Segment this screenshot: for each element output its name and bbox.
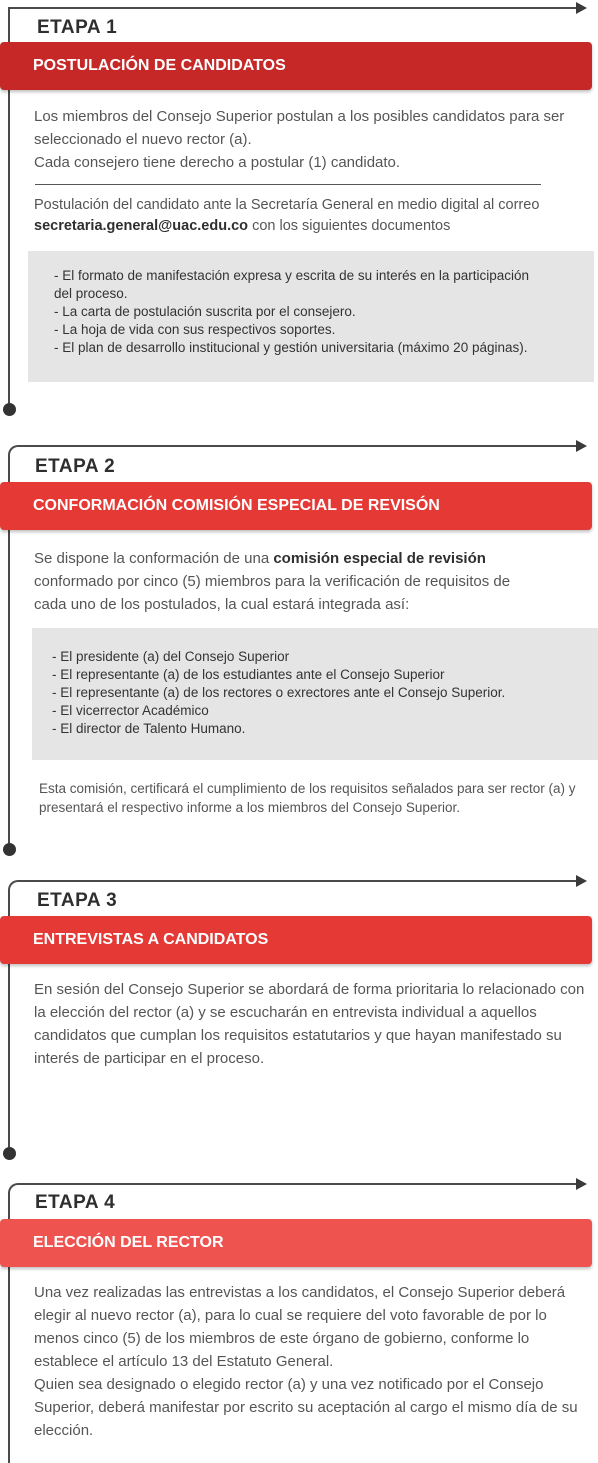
stage-title-bar bbox=[0, 1219, 592, 1267]
divider bbox=[35, 184, 541, 185]
committee-members-box bbox=[32, 628, 598, 760]
list-item: - El presidente (a) del Consejo Superior bbox=[52, 649, 290, 664]
timeline-corner bbox=[8, 1183, 30, 1205]
list-item: - El representante (a) de los estudiantes ante el Consejo Superior bbox=[52, 667, 445, 682]
intro-highlight: comisión especial de revisión bbox=[273, 550, 486, 567]
paragraph: Una vez realizadas las entrevistas a los candidatos, el Consejo Superior deberá elegir al nuevo rector (a), para lo cual se requiere del voto favorable de por lo menos cinco (5) de los miembros de este órgano de gobierno, conforme lo establece el artículo 13 del Estatuto General. bbox=[34, 1284, 566, 1370]
submission-note bbox=[34, 195, 590, 237]
timeline-corner bbox=[8, 445, 30, 467]
stage-title: ENTREVISTAS A CANDIDATOS bbox=[33, 931, 269, 948]
arrow-right-icon bbox=[576, 875, 587, 887]
paragraph: Cada consejero tiene derecho a postular (1) candidato. bbox=[34, 154, 401, 171]
intro-prefix: Se dispone la conformación de una bbox=[34, 550, 270, 567]
stage-label: ETAPA 1 bbox=[37, 17, 118, 38]
stage-label: ETAPA 4 bbox=[35, 1192, 116, 1213]
stage-description bbox=[34, 547, 534, 616]
stage-label: ETAPA 3 bbox=[37, 890, 118, 911]
list-item: - La carta de postulación suscrita por el consejero. bbox=[54, 304, 356, 319]
stage-title: ELECCIÓN DEL RECTOR bbox=[33, 1234, 224, 1251]
list-item: - El representante (a) de los rectores o exrectores ante el Consejo Superior. bbox=[52, 685, 506, 700]
committee-members-list bbox=[52, 648, 505, 738]
paragraph: En sesión del Consejo Superior se abordará de forma prioritaria lo relacionado con la elección del rector (a) y se escucharán en entrevista individual a aquellos candidatos que cumplan los requisitos estatutarios y que hayan manifestado su interés de participar en el proceso. bbox=[34, 981, 585, 1067]
arrow-right-icon bbox=[576, 1178, 587, 1190]
documents-list bbox=[54, 267, 529, 357]
documents-box bbox=[28, 251, 594, 382]
list-item: del proceso. bbox=[54, 286, 128, 301]
timeline-corner bbox=[8, 880, 30, 902]
list-item: - El plan de desarrollo institucional y gestión universitaria (máximo 20 páginas). bbox=[54, 340, 528, 355]
closing-note bbox=[39, 779, 584, 817]
note-suffix: con los siguientes documentos bbox=[252, 218, 451, 234]
stage-description bbox=[34, 978, 589, 1070]
list-item: - El director de Talento Humano. bbox=[52, 721, 246, 736]
list-item: - El vicerrector Académico bbox=[52, 703, 209, 718]
timeline-top-line bbox=[8, 7, 578, 9]
stage-title-bar bbox=[0, 916, 592, 964]
stage-title: CONFORMACIÓN COMISIÓN ESPECIAL DE REVISÓN bbox=[33, 497, 440, 514]
closing-text: Esta comisión, certificará el cumplimiento de los requisitos señalados para ser rector (a) y presentará el respectivo informe a los miembros del Consejo Superior. bbox=[39, 781, 576, 815]
timeline-top-line bbox=[26, 880, 578, 882]
arrow-right-icon bbox=[576, 440, 587, 452]
stage-description bbox=[34, 105, 574, 174]
arrow-right-icon bbox=[576, 2, 587, 14]
timeline-dot bbox=[3, 403, 16, 416]
intro-suffix: conformado por cinco (5) miembros para la verificación de requisitos de cada uno de los postulados, la cual estará integrada así: bbox=[34, 573, 511, 613]
timeline-top-line bbox=[26, 1183, 578, 1185]
list-item: - El formato de manifestación expresa y escrita de su interés en la participación bbox=[54, 268, 529, 283]
note-prefix: Postulación del candidato ante la Secretaría General en medio digital al correo bbox=[34, 197, 540, 213]
stage-title: POSTULACIÓN DE CANDIDATOS bbox=[33, 57, 286, 74]
stage-title-bar bbox=[0, 42, 592, 90]
email-address: secretaria.general@uac.edu.co bbox=[34, 218, 249, 234]
stage-description bbox=[34, 1281, 590, 1442]
timeline-dot bbox=[3, 1147, 16, 1160]
stage-title-bar bbox=[0, 482, 592, 530]
timeline-dot bbox=[3, 843, 16, 856]
paragraph: Quien sea designado o elegido rector (a) y una vez notificado por el Consejo Superior, deberá manifestar por escrito su aceptación al cargo el mismo día de su elección. bbox=[34, 1376, 578, 1439]
list-item: - La hoja de vida con sus respectivos soportes. bbox=[54, 322, 336, 337]
paragraph: Los miembros del Consejo Superior postulan a los posibles candidatos para ser seleccionado el nuevo rector (a). bbox=[34, 108, 565, 148]
stage-label: ETAPA 2 bbox=[35, 456, 116, 477]
timeline-top-line bbox=[26, 445, 578, 447]
